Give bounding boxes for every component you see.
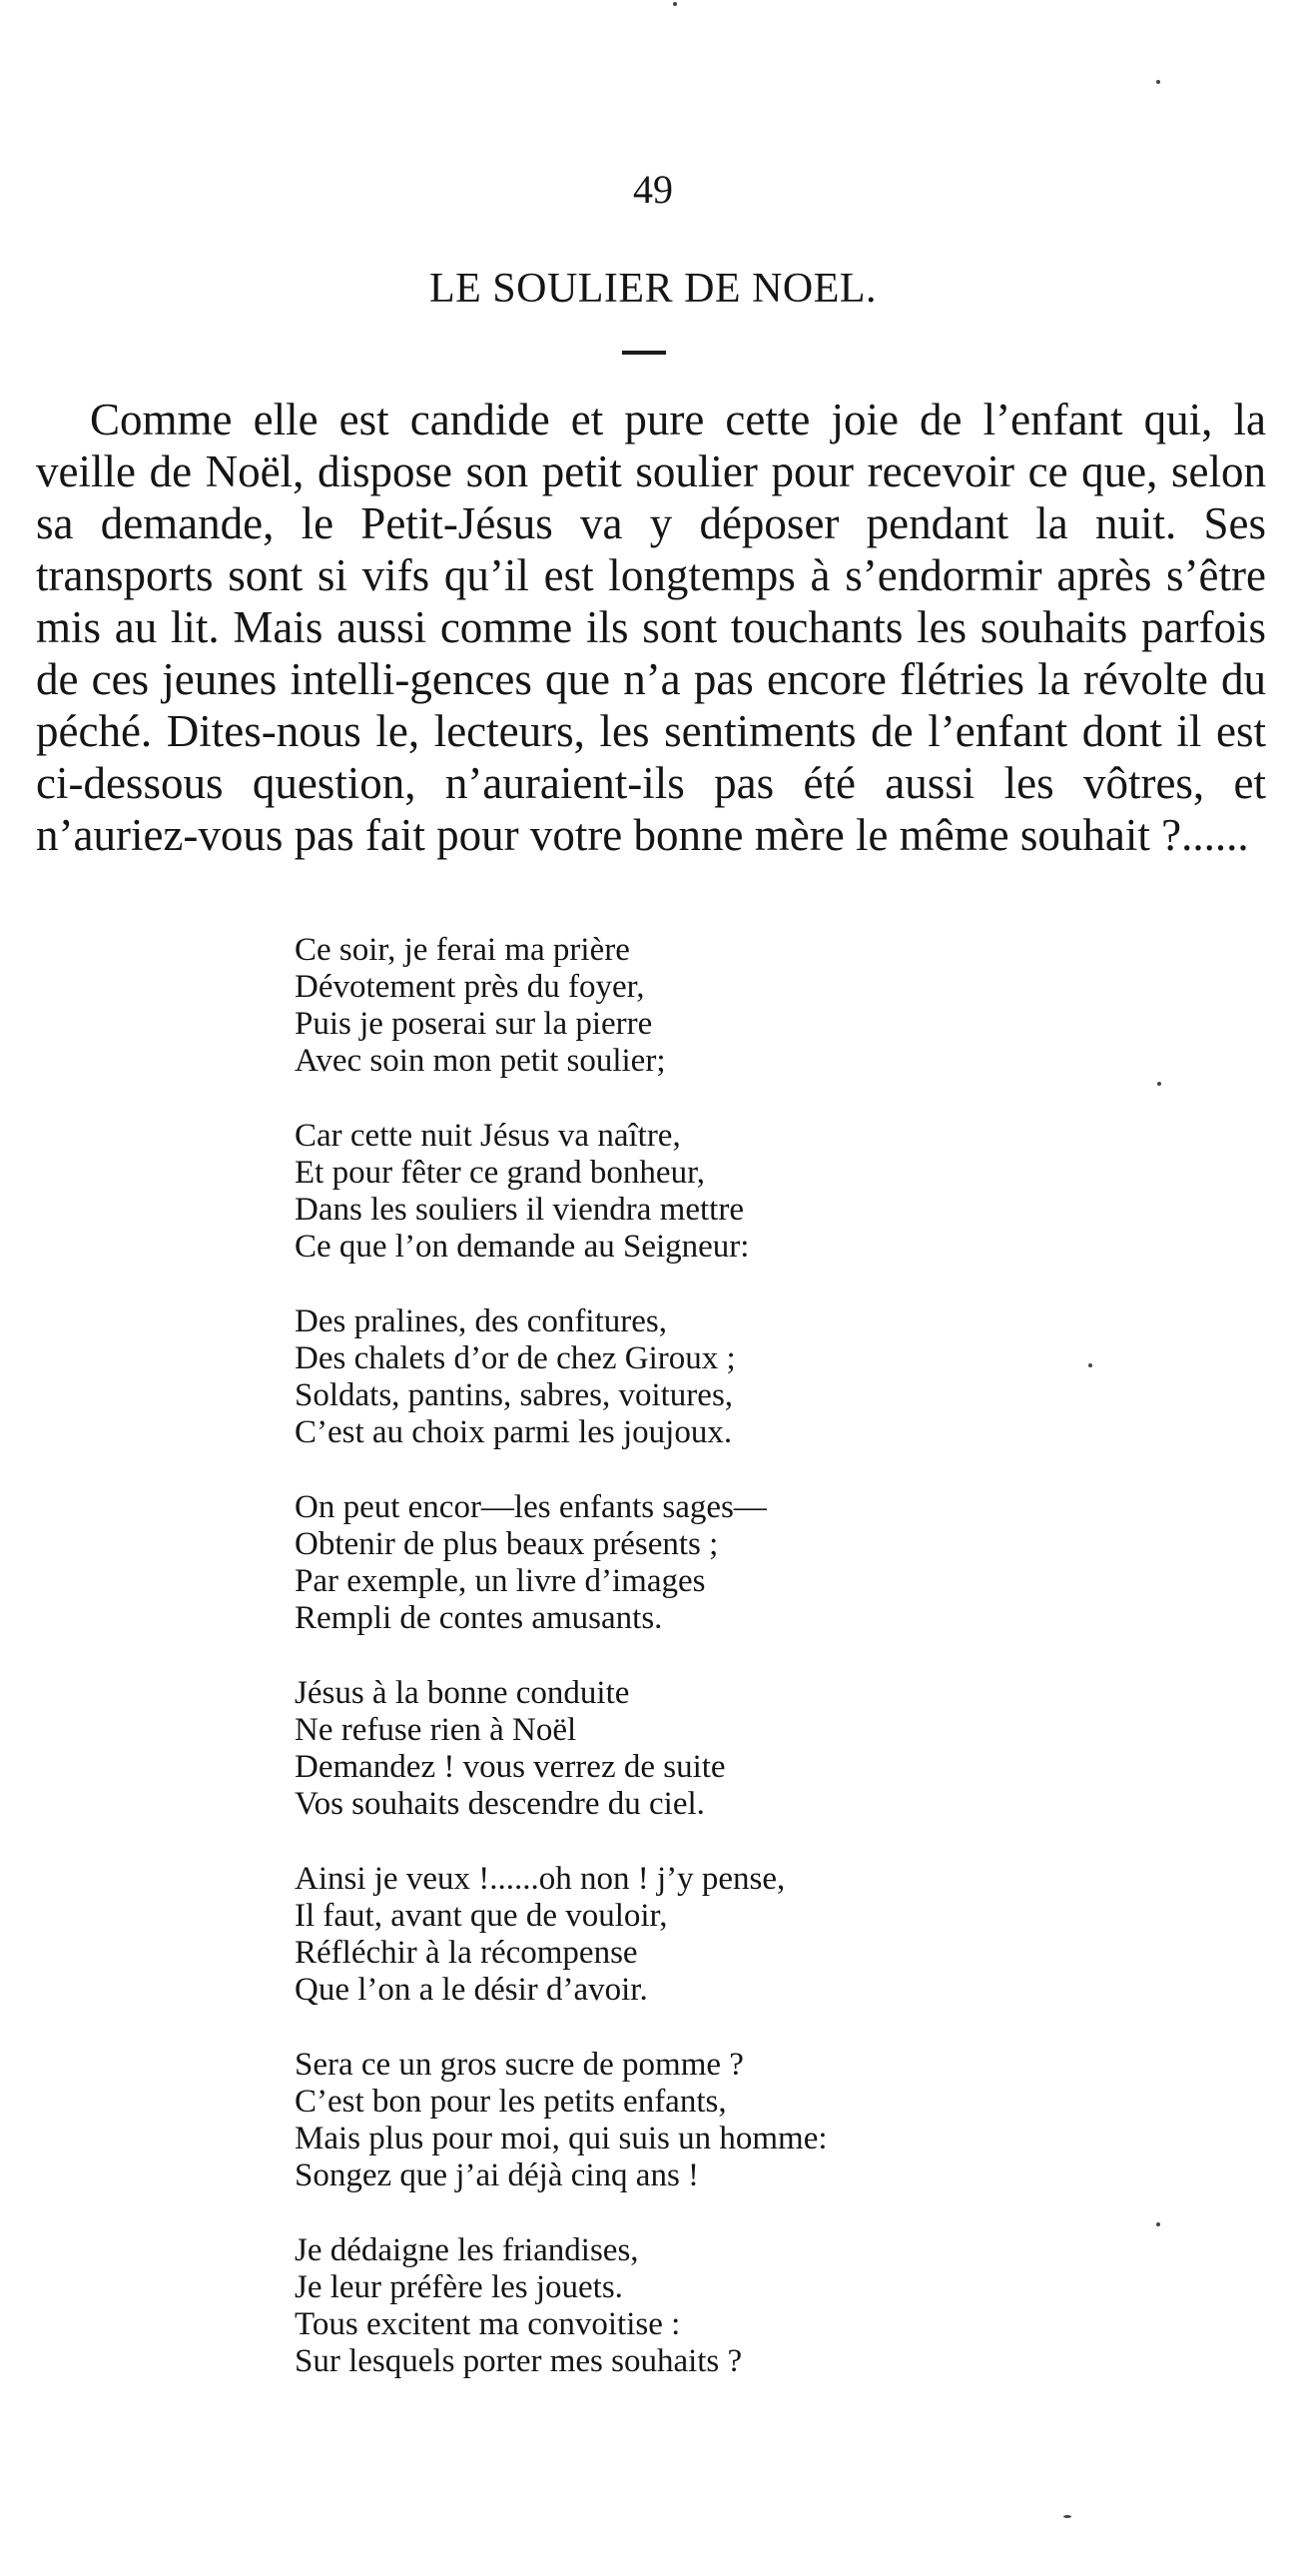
poem-verse: Je leur préfère les jouets. — [295, 2269, 623, 2305]
page-number: 49 — [633, 167, 673, 212]
poem-verse: Soldats, pantins, sabres, voitures, — [295, 1377, 734, 1413]
poem-verse: Jésus à la bonne conduite — [295, 1675, 630, 1711]
poem-verse: Sera ce un gros sucre de pomme ? — [295, 2047, 744, 2083]
poem-stanza — [295, 1118, 1153, 1266]
poem-verse: Obtenir de plus beaux présents ; — [295, 1526, 719, 1562]
print-speck — [1063, 2515, 1071, 2518]
poem-verse: Dans les souliers il viendra mettre — [295, 1192, 744, 1228]
poem-verse: Il faut, avant que de vouloir, — [295, 1898, 668, 1934]
page-title: LE SOULIER DE NOEL. — [428, 266, 878, 312]
poem-verse: Tous excitent ma convoitise : — [295, 2306, 681, 2342]
poem-stanza — [295, 1303, 1153, 1451]
poem-verse: Ce que l’on demande au Seigneur: — [295, 1229, 750, 1265]
poem-verse: Ne refuse rien à Noël — [295, 1712, 577, 1748]
poem-verse: Ainsi je veux !......oh non ! j’y pense, — [295, 1861, 786, 1897]
poem-stanza — [295, 1675, 1153, 1823]
poem-verse: Des chalets d’or de chez Giroux ; — [295, 1340, 736, 1376]
poem-verse: Rempli de contes amusants. — [295, 1600, 663, 1636]
poem-verse: Et pour fêter ce grand bonheur, — [295, 1155, 706, 1191]
print-speck — [1157, 1082, 1161, 1086]
poem-verse: Ce soir, je ferai ma prière — [295, 932, 630, 968]
poem-stanza — [295, 932, 1153, 1080]
poem-verse: Je dédaigne les friandises, — [295, 2232, 639, 2268]
poem-verse: Sur lesquels porter mes souhaits ? — [295, 2343, 743, 2379]
intro-paragraph: Comme elle est candide et pure cette joie de l’enfant qui, la veille de Noël, dispose son petit soulier pour recevoir ce que, selon sa demande, le Petit-Jésus va y déposer pendant la nuit. Ses transports sont si vifs qu’il est longtemps à s’endormir après s’être mis au lit. Mais aussi comme ils sont touchants les souhaits parfois de ces jeunes intelli-gences que n’a pas encore flétries la révolte du péché. Dites-nous le, lecteurs, les sentiments de l’enfant dont il est ci-dessous question, n’auraient-ils pas été aussi les vôtres, et n’auriez-vous pas fait pour votre bonne mère le même souhait ?...... — [36, 395, 1266, 860]
poem-verse: Réfléchir à la récompense — [295, 1935, 638, 1971]
poem-verse: C’est bon pour les petits enfants, — [295, 2084, 727, 2120]
poem-verse: Que l’on a le désir d’avoir. — [295, 1972, 648, 2008]
print-speck — [1156, 2222, 1160, 2226]
poem-verse: Dévotement près du foyer, — [295, 969, 645, 1005]
poem-verse: Car cette nuit Jésus va naître, — [295, 1118, 681, 1154]
poem-stanza — [295, 1489, 1153, 1637]
poem-stanza — [295, 2047, 1153, 2194]
title-rule — [622, 351, 666, 355]
poem-verse: Puis je poserai sur la pierre — [295, 1006, 653, 1042]
poem-verse: Demandez ! vous verrez de suite — [295, 1749, 726, 1785]
poem-verse: Avec soin mon petit soulier; — [295, 1043, 666, 1079]
poem — [295, 932, 1153, 2380]
poem-verse: On peut encor—les enfants sages— — [295, 1489, 767, 1525]
print-speck — [673, 2, 677, 6]
poem-verse: Songez que j’ai déjà cinq ans ! — [295, 2157, 700, 2193]
poem-verse: Mais plus pour moi, qui suis un homme: — [295, 2121, 828, 2156]
poem-stanza — [295, 2232, 1153, 2380]
poem-verse: Par exemple, un livre d’images — [295, 1563, 706, 1599]
poem-verse: C’est au choix parmi les joujoux. — [295, 1414, 733, 1450]
poem-stanza — [295, 1861, 1153, 2009]
print-speck — [1156, 80, 1160, 84]
poem-verse: Des pralines, des confitures, — [295, 1303, 667, 1339]
print-speck — [1088, 1363, 1092, 1367]
poem-verse: Vos souhaits descendre du ciel. — [295, 1786, 705, 1822]
